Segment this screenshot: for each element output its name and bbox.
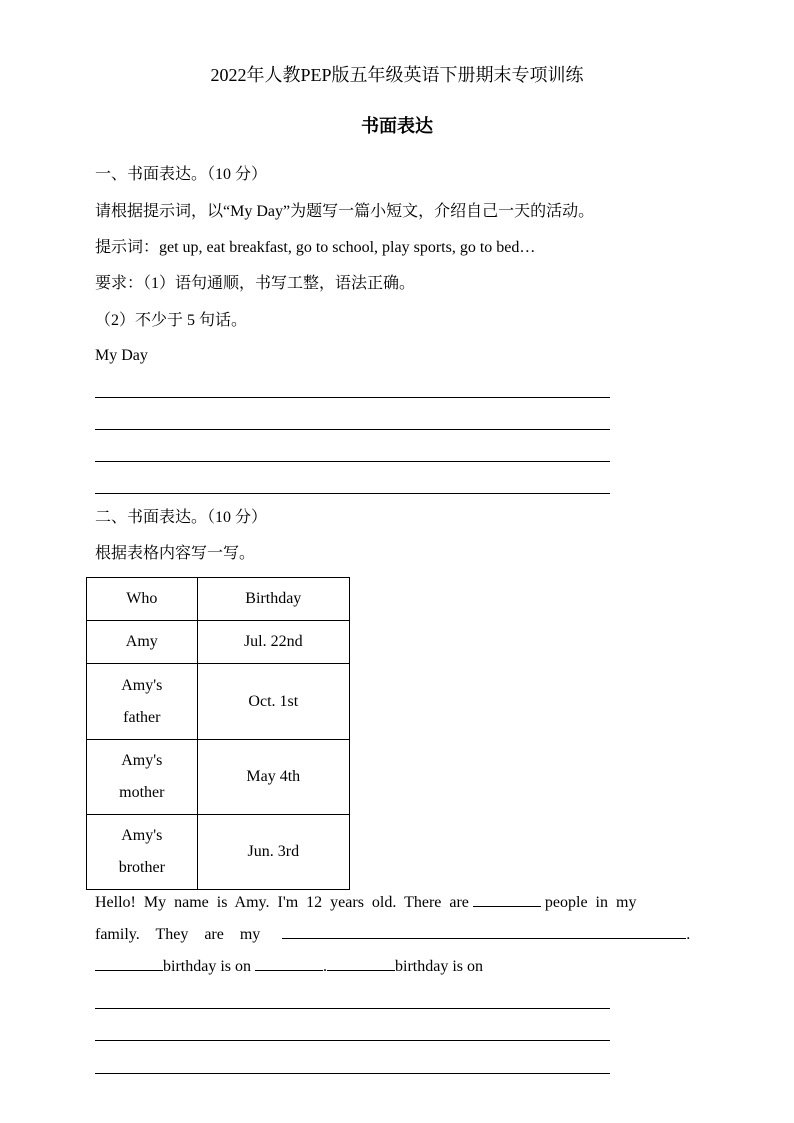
passage-line-2 bbox=[95, 927, 690, 943]
who-text: Amy's bbox=[121, 752, 163, 769]
who-text: brother bbox=[118, 859, 165, 876]
writing-line[interactable] bbox=[95, 397, 610, 398]
table-header-row bbox=[87, 578, 350, 621]
passage-text: Hello! My name is Amy. I'm 12 years old. There are bbox=[95, 894, 469, 911]
essay-title: My Day bbox=[95, 347, 148, 364]
cell-who bbox=[87, 664, 198, 740]
writing-line[interactable] bbox=[95, 461, 610, 462]
section1-instruction: 请根据提示词，以“My Day”为题写一篇小短文，介绍自己一天的活动。 bbox=[95, 203, 595, 220]
fill-blank[interactable] bbox=[255, 969, 323, 971]
passage-text: . bbox=[686, 926, 691, 943]
who-text: mother bbox=[119, 784, 165, 801]
section1-heading: 一、书面表达。（10 分） bbox=[95, 166, 268, 183]
fill-blank[interactable] bbox=[473, 905, 541, 907]
who-text: father bbox=[123, 708, 161, 726]
who-text: Amy's bbox=[121, 676, 163, 694]
fill-blank[interactable] bbox=[95, 969, 163, 971]
passage-text: family. They are my bbox=[95, 926, 261, 943]
passage-text: birthday is on bbox=[395, 958, 483, 975]
cell-who bbox=[87, 815, 198, 890]
writing-line[interactable] bbox=[95, 493, 610, 494]
passage-text: people in my bbox=[544, 894, 637, 911]
passage-text: . bbox=[323, 958, 327, 975]
table-row bbox=[87, 740, 350, 815]
writing-line[interactable] bbox=[95, 1073, 610, 1074]
section2-instruction: 根据表格内容写一写。 bbox=[95, 545, 256, 562]
section2-heading: 二、书面表达。（10 分） bbox=[95, 509, 268, 526]
cell-who bbox=[87, 740, 198, 815]
table-row bbox=[87, 664, 350, 740]
cell-birthday: Jun. 3rd bbox=[197, 815, 349, 890]
section1-requirement-2: （2）不少于 5 句话。 bbox=[95, 312, 248, 329]
section1-requirement-1: 要求：（1）语句通顺，书写工整，语法正确。 bbox=[95, 275, 416, 292]
table-row bbox=[87, 815, 350, 890]
writing-line[interactable] bbox=[95, 1040, 610, 1041]
writing-line[interactable] bbox=[95, 1008, 610, 1009]
header-birthday: Birthday bbox=[197, 578, 349, 621]
passage-line-3 bbox=[95, 959, 483, 975]
who-text: Amy bbox=[125, 633, 158, 650]
cell-birthday: Oct. 1st bbox=[197, 664, 349, 740]
page-title: 2022年人教PEP版五年级英语下册期末专项训练 bbox=[210, 65, 584, 85]
fill-blank[interactable] bbox=[327, 969, 395, 971]
page-subtitle: 书面表达 bbox=[361, 116, 433, 137]
fill-blank[interactable] bbox=[282, 937, 686, 939]
cell-birthday: May 4th bbox=[197, 740, 349, 815]
writing-line[interactable] bbox=[95, 429, 610, 430]
header-who: Who bbox=[87, 578, 198, 621]
who-text: Amy's bbox=[121, 827, 163, 844]
cell-birthday: Jul. 22nd bbox=[197, 621, 349, 664]
section1-hints: 提示词：get up, eat breakfast, go to school, play sports, go to bed… bbox=[95, 239, 536, 256]
birthday-table bbox=[86, 577, 350, 890]
table-row bbox=[87, 621, 350, 664]
cell-who bbox=[87, 621, 198, 664]
passage-text: birthday is on bbox=[163, 958, 251, 975]
passage-line-1 bbox=[95, 895, 636, 911]
